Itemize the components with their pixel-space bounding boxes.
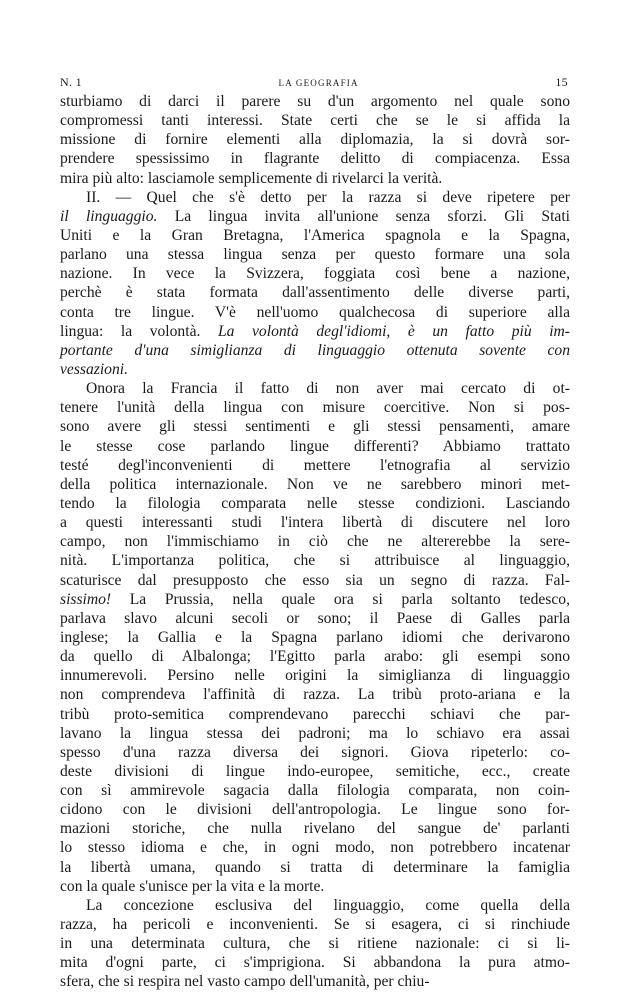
text-line: innumerevoli. Persino nelle origini la simiglianza di linguaggio	[60, 667, 570, 685]
text-line: spesso d'una razza diversa dei signori. Giova ripeterlo: co-	[60, 743, 570, 761]
text-line: conta tre lingue. V'è nell'uomo qualchecosa di superiore alla	[60, 303, 570, 321]
running-header	[60, 75, 568, 90]
text-line: campo, non l'immischiamo in ciò che ne altererebbe la sere-	[60, 533, 570, 551]
text-line: parlava slavo alcuni secoli or sono; il Paese di Galles parla	[60, 609, 570, 627]
text-line: lo stesso idioma e che, in ogni modo, non potrebbero incatenar	[60, 839, 570, 857]
text-line: compromessi tanti interessi. State certi che se le si affida la	[60, 112, 570, 130]
text-line: tribù proto-semitica comprendevano parecchi schiavi che par-	[60, 705, 570, 723]
text-line: Onora la Francia il fatto di non aver mai cercato di ot-	[86, 380, 570, 398]
text-line: a questi interessanti studi l'intera libertà di discutere nel loro	[60, 514, 570, 532]
text-line: razza, ha pericoli e inconvenienti. Se si esagera, ci si rinchiude	[60, 916, 570, 934]
text-line: La concezione esclusiva del linguaggio, come quella della	[86, 896, 570, 914]
text-line: da quello di Albalonga; l'Egitto parla arabo: gli esempi sono	[60, 648, 570, 666]
text-line: sturbiamo di darci il parere su d'un argomento nel quale sono	[60, 93, 570, 110]
text-line: sfera, che si respira nel vasto campo dell'umanità, per chiu-	[60, 973, 430, 991]
page-number: 15	[555, 75, 568, 89]
text-line: II. — Quel che s'è detto per la razza si deve ripetere per	[86, 188, 570, 206]
text-line: in una determinata cultura, che si ritiene nazionale: ci si li-	[60, 935, 570, 953]
text-line: lingua: la volontà. La volontà degl'idiomi, è un fatto più im-	[60, 322, 570, 340]
issue-number: N. 1	[60, 75, 82, 89]
text-line: della politica internazionale. Non ve ne sarebbero minori met-	[60, 475, 570, 493]
text-line: portante d'una simiglianza di linguaggio ottenuta sovente con	[60, 341, 570, 359]
text-line: il linguaggio. La lingua invita all'unione senza sforzi. Gli Stati	[60, 207, 570, 225]
text-line: mazioni storiche, che nulla rivelano del sangue de' parlanti	[60, 820, 570, 838]
journal-title: LA GEOGRAFIA	[278, 78, 359, 88]
body-text	[60, 92, 570, 992]
text-line: nazione. In vece la Svizzera, foggiata così bene a nazione,	[60, 265, 570, 283]
text-line: scaturisce dal presupposto che esso sia un segno di razza. Fal-	[60, 571, 570, 589]
text-line: con la quale s'unisce per la vita e la morte.	[60, 877, 325, 895]
text-line: testé degl'inconvenienti di mettere l'etnografia al servizio	[60, 456, 570, 474]
text-line: parlano una stessa lingua senza per questo formare una sola	[60, 246, 570, 264]
text-line: missione di fornire elementi alla diplomazia, la si dovrà sor-	[60, 131, 570, 149]
text-line: tendo la filologia comparata nelle stesse condizioni. Lasciando	[60, 494, 570, 512]
text-line: cidono con le divisioni dell'antropologia. Le lingue sono for-	[60, 801, 570, 819]
text-line: le stesse cose parlando lingue differenti? Abbiamo trattato	[60, 437, 570, 455]
text-line: sono avere gli stessi sentimenti e gli stessi pensamenti, amare	[60, 418, 570, 436]
text-line: prendere spessissimo in flagrante delitto di compiacenza. Essa	[60, 150, 570, 168]
text-line: perchè è stata formata dall'assentimento delle diverse parti,	[60, 284, 570, 302]
text-line: Uniti e la Gran Bretagna, l'America spagnola e la Spagna,	[60, 226, 570, 244]
text-line: la libertà umana, quando si tratta di determinare la famiglia	[60, 858, 570, 876]
text-line: con sì ammirevole sagacia dalla filologia comparata, non coin-	[60, 782, 570, 800]
text-line: inglese; la Gallia e la Spagna parlano idiomi che derivarono	[60, 628, 570, 646]
text-line: mita d'ogni parte, ci s'imprigiona. Si abbandona la pura atmo-	[60, 954, 570, 972]
text-line: sissimo! La Prussia, nella quale ora si parla soltanto tedesco,	[60, 590, 570, 608]
text-line: deste divisioni di lingue indo-europee, semitiche, ecc., create	[60, 762, 570, 780]
text-line: tenere l'unità della lingua con misure coercitive. Non si pos-	[60, 399, 570, 417]
text-line: vessazioni.	[60, 360, 129, 378]
text-line: nità. L'importanza politica, che si attribuisce al linguaggio,	[60, 552, 570, 570]
text-line: non comprendeva l'affinità di razza. La tribù proto-ariana e la	[60, 686, 570, 704]
text-line: mira più alto: lasciamole semplicemente di rivelarci la verità.	[60, 169, 443, 187]
text-line: lavano la lingua stessa dei padroni; ma lo schiavo era assai	[60, 724, 570, 742]
